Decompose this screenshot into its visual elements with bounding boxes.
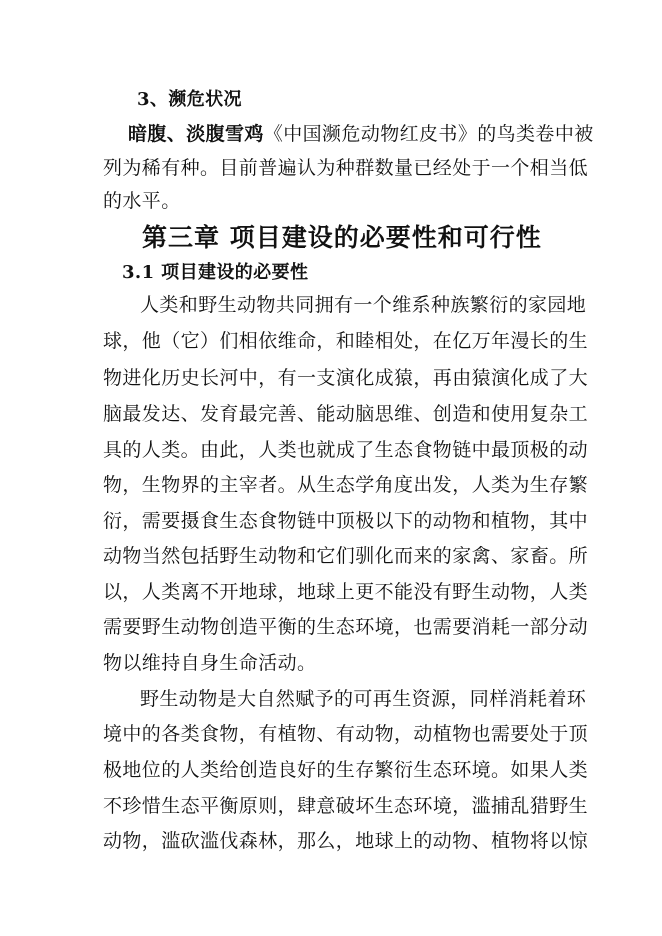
- p1-line-9: 以，人类离不开地球，地球上更不能没有野生动物，人类: [103, 581, 589, 603]
- p2-line-4: 不珍惜生态平衡原则，肆意破坏生态环境，滥捕乱猎野生: [103, 795, 589, 817]
- p1-line-11: 物以维持自身生命活动。: [103, 652, 317, 674]
- p1-line-8: 动物当然包括野生动物和它们驯化而来的家禽、家畜。所: [103, 545, 589, 567]
- section-title: 3.1 项目建设的必要性: [122, 262, 309, 283]
- p2-line-5: 动物，滥砍滥伐森林，那么，地球上的动物、植物将以惊: [103, 830, 589, 852]
- p1-line-7: 衍，需要摄食生态食物链中顶极以下的动物和植物，其中: [103, 510, 589, 532]
- p2-line-1: 野生动物是大自然赋予的可再生资源，同样消耗着环: [140, 688, 587, 710]
- p1-line-1: 人类和野生动物共同拥有一个维系种族繁衍的家园地: [140, 294, 587, 316]
- p1-line-3: 物进化历史长河中，有一支演化成猿，再由猿演化成了大: [103, 367, 589, 389]
- status-para-line-3: 的水平。: [103, 190, 181, 212]
- p1-line-10: 需要野生动物创造平衡的生态环境，也需要消耗一部分动: [103, 616, 589, 638]
- status-para-line-1-rest: 《中国濒危动物红皮书》的鸟类卷中被: [263, 123, 594, 145]
- species-name: 暗腹、淡腹雪鸡: [128, 123, 264, 145]
- status-heading: 3、濒危状况: [137, 89, 242, 110]
- status-para-line-2: 列为稀有种。目前普遍认为种群数量已经处于一个相当低: [103, 157, 589, 179]
- p1-line-2: 球，他（它）们相依维命，和睦相处，在亿万年漫长的生: [103, 330, 589, 352]
- chapter-title: 第三章 项目建设的必要性和可行性: [142, 223, 542, 252]
- status-para-line-1: [128, 121, 594, 147]
- p2-line-2: 境中的各类食物，有植物、有动物，动植物也需要处于顶: [103, 723, 589, 745]
- p2-line-3: 极地位的人类给创造良好的生存繁衍生态环境。如果人类: [103, 759, 589, 781]
- p1-line-5: 具的人类。由此，人类也就成了生态食物链中最顶极的动: [103, 439, 589, 461]
- p1-line-4: 脑最发达、发育最完善、能动脑思维、创造和使用复杂工: [103, 403, 589, 425]
- p1-line-6: 物，生物界的主宰者。从生态学角度出发，人类为生存繁: [103, 474, 589, 496]
